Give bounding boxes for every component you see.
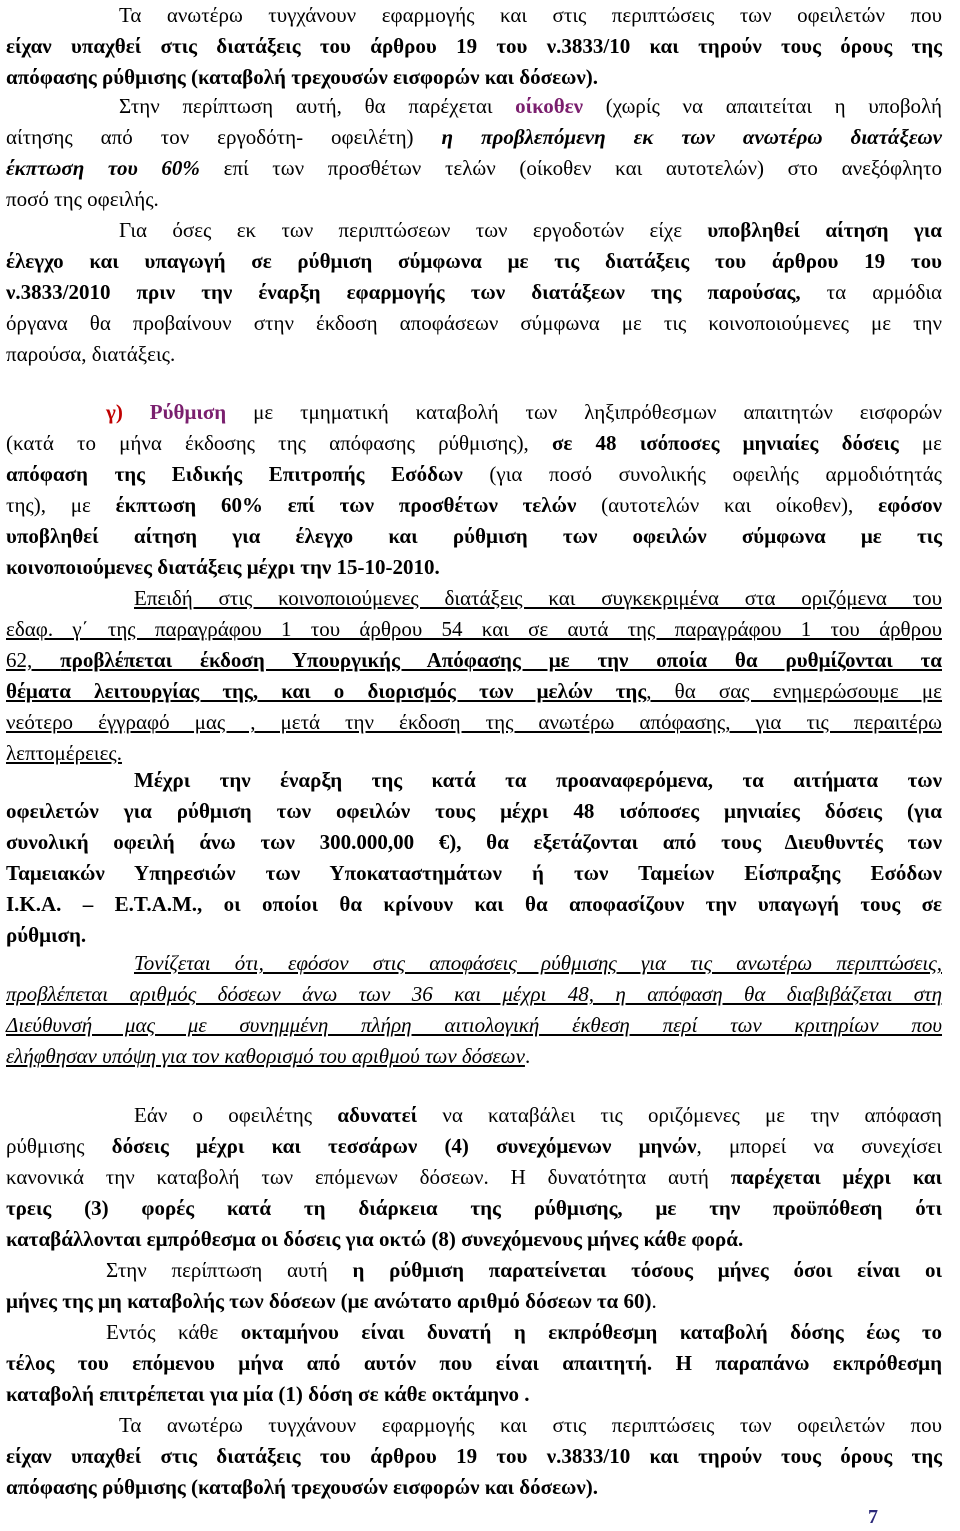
text-line: Επειδή στις κοινοποιούμενες διατάξεις και συγκεκριμένα στα οριζόμενα του: [134, 586, 942, 610]
paragraph-5: [6, 583, 942, 769]
text-line: έλεγχο και υπαγωγή σε ρύθμιση σύμφωνα με τις διατάξεις του άρθρου 19 του: [6, 249, 942, 273]
text-line: οφειλετών για ρύθμιση των οφειλών τους μέχρι 48 ισόποσες μηνιαίες δόσεις (για: [6, 799, 942, 823]
text-line: 62, προβλέπεται έκδοση Υπουργικής Απόφασης με την οποία θα ρυθμίζονται τα: [6, 648, 942, 672]
text-line: είχαν υπαχθεί στις διατάξεις του άρθρου 19 του ν.3833/10 και τηρούν τους όρους της: [6, 1444, 942, 1468]
paragraph-7: [6, 948, 942, 1072]
text-line: Διεύθυνσή μας με συνημμένη πλήρη αιτιολογική έκθεση περί των κριτηρίων που: [6, 1013, 942, 1037]
text-line: λεπτομέρειες.: [6, 741, 122, 765]
text-line: ν.3833/2010 πριν την έναρξη εφαρμογής των διατάξεων της παρούσας, τα αρμόδια: [6, 280, 943, 304]
text-line: κανονικά την καταβολή των επόμενων δόσεων. Η δυνατότητα αυτή παρέχεται μέχρι και: [6, 1165, 943, 1189]
text-line: Τονίζεται ότι, εφόσον στις αποφάσεις ρύθμισης για τις ανωτέρω περιπτώσεις,: [134, 951, 942, 975]
text-line: Εάν ο οφειλέτης αδυνατεί να καταβάλει τις οριζόμενες με την απόφαση: [134, 1103, 942, 1127]
paragraph-10: [6, 1317, 942, 1410]
text-line: κοινοποιούμενες διατάξεις μέχρι την 15-10-2010.: [6, 555, 440, 579]
paragraph-3: [6, 215, 942, 370]
text-line: τρεις (3) φορές κατά τη διάρκεια της ρύθμισης, με την προϋπόθεση ότι: [6, 1196, 942, 1220]
paragraph-2: [6, 91, 942, 215]
text-line: Τα ανωτέρω τυγχάνουν εφαρμογής και στις περιπτώσεις των οφειλετών που: [119, 1413, 942, 1437]
text-line: θέματα λειτουργίας της, και ο διορισμός των μελών της, θα σας ενημερώσουμε με: [6, 679, 943, 703]
text-line: Μέχρι την έναρξη της κατά τα προαναφερόμενα, τα αιτήματα των: [134, 768, 942, 792]
text-line: παρούσα, διατάξεις.: [6, 342, 176, 366]
text-line: ποσό της οφειλής.: [6, 187, 159, 211]
text-line: απόφασης ρύθμισης (καταβολή τρεχουσών εισφορών και δόσεων).: [6, 1475, 599, 1499]
text-line: Στην περίπτωση αυτή η ρύθμιση παρατείνεται τόσους μήνες όσοι είναι οι: [106, 1258, 942, 1282]
paragraph-8: [6, 1100, 942, 1255]
text-line: (κατά το μήνα έκδοσης της απόφασης ρύθμισης), σε 48 ισόποσες μηνιαίες δόσεις με: [6, 431, 942, 455]
text-line: έκπτωση του 60% επί των προσθέτων τελών (οίκοθεν και αυτοτελών) στο ανεξόφλητο: [6, 156, 943, 180]
text-line: Εντός κάθε οκταμήνου είναι δυνατή η εκπρόθεσμη καταβολή δόσης έως το: [106, 1320, 942, 1344]
page-number: 7: [868, 1506, 878, 1528]
paragraph-9: [6, 1255, 942, 1317]
text-line: εδαφ. γ΄ της παραγράφου 1 του άρθρου 54 και σε αυτά της παραγράφου 1 του άρθρου: [6, 617, 942, 641]
paragraph-1: [6, 0, 942, 93]
text-line: νεότερο έγγραφό μας , μετά την έκδοση της ανωτέρω απόφασης, για τις περαιτέρω: [6, 710, 942, 734]
text-line: είχαν υπαχθεί στις διατάξεις του άρθρου 19 του ν.3833/10 και τηρούν τους όρους της: [6, 34, 942, 58]
text-line: συνολική οφειλή άνω των 300.000,00 €), θα εξετάζονται από τους Διευθυντές των: [6, 830, 942, 854]
text-line: τέλος του επόμενου μήνα από αυτόν που είναι απαιτητή. Η παραπάνω εκπρόθεσμη: [6, 1351, 942, 1375]
text-line: υποβληθεί αίτηση για έλεγχο και ρύθμιση των οφειλών σύμφωνα με τις: [6, 524, 942, 548]
text-line: καταβάλλονται εμπρόθεσμα οι δόσεις για οκτώ (8) συνεχόμενους μήνες κάθε φορά.: [6, 1227, 744, 1251]
text-line: καταβολή επιτρέπεται για μία (1) δόση σε κάθε οκτάμηνο .: [6, 1382, 530, 1406]
text-line: προβλέπεται αριθμός δόσεων άνω των 36 και μέχρι 48, η απόφαση θα διαβιβάζεται στη: [6, 982, 942, 1006]
text-line: Τα ανωτέρω τυγχάνουν εφαρμογής και στις περιπτώσεις των οφειλετών που: [119, 3, 942, 27]
paragraph-4: [6, 397, 942, 583]
text-line: της), με έκπτωση 60% επί των προσθέτων τελών (αυτοτελών και οίκοθεν), εφόσον: [6, 493, 942, 517]
paragraph-11: [6, 1410, 942, 1503]
text-line: ελήφθησαν υπόψη για τον καθορισμό του αριθμού των δόσεων.: [6, 1044, 531, 1068]
text-line: γ) Ρύθμιση με τμηματική καταβολή των ληξιπρόθεσμων απαιτητών εισφορών: [106, 400, 943, 424]
text-line: ρύθμισης δόσεις μέχρι και τεσσάρων (4) συνεχόμενων μηνών, μπορεί να συνεχίσει: [6, 1134, 942, 1158]
text-line: απόφαση της Ειδικής Επιτροπής Εσόδων (για ποσό συνολικής οφειλής αρμοδιότητάς: [6, 462, 942, 486]
text-line: μήνες της μη καταβολής των δόσεων (με ανώτατο αριθμό δόσεων τα 60).: [6, 1289, 657, 1313]
text-line: Ταμειακών Υπηρεσιών των Υποκαταστημάτων ή των Ταμείων Είσπραξης Εσόδων: [6, 861, 942, 885]
text-line: Στην περίπτωση αυτή, θα παρέχεται οίκοθεν (χωρίς να απαιτείται η υποβολή: [119, 94, 942, 118]
text-line: αίτησης από τον εργοδότη- οφειλέτη) η προβλεπόμενη εκ των ανωτέρω διατάξεων: [6, 125, 942, 149]
text-line: Ι.Κ.Α. – Ε.Τ.Α.Μ., οι οποίοι θα κρίνουν και θα αποφασίζουν την υπαγωγή τους σε: [6, 892, 942, 916]
text-line: απόφασης ρύθμισης (καταβολή τρεχουσών εισφορών και δόσεων).: [6, 65, 599, 89]
text-line: Για όσες εκ των περιπτώσεων των εργοδοτών είχε υποβληθεί αίτηση για: [119, 218, 942, 242]
text-line: ρύθμιση.: [6, 923, 87, 947]
paragraph-6: [6, 765, 942, 951]
text-line: όργανα θα προβαίνουν στην έκδοση αποφάσεων σύμφωνα με τις κοινοποιούμενες με την: [6, 311, 942, 335]
